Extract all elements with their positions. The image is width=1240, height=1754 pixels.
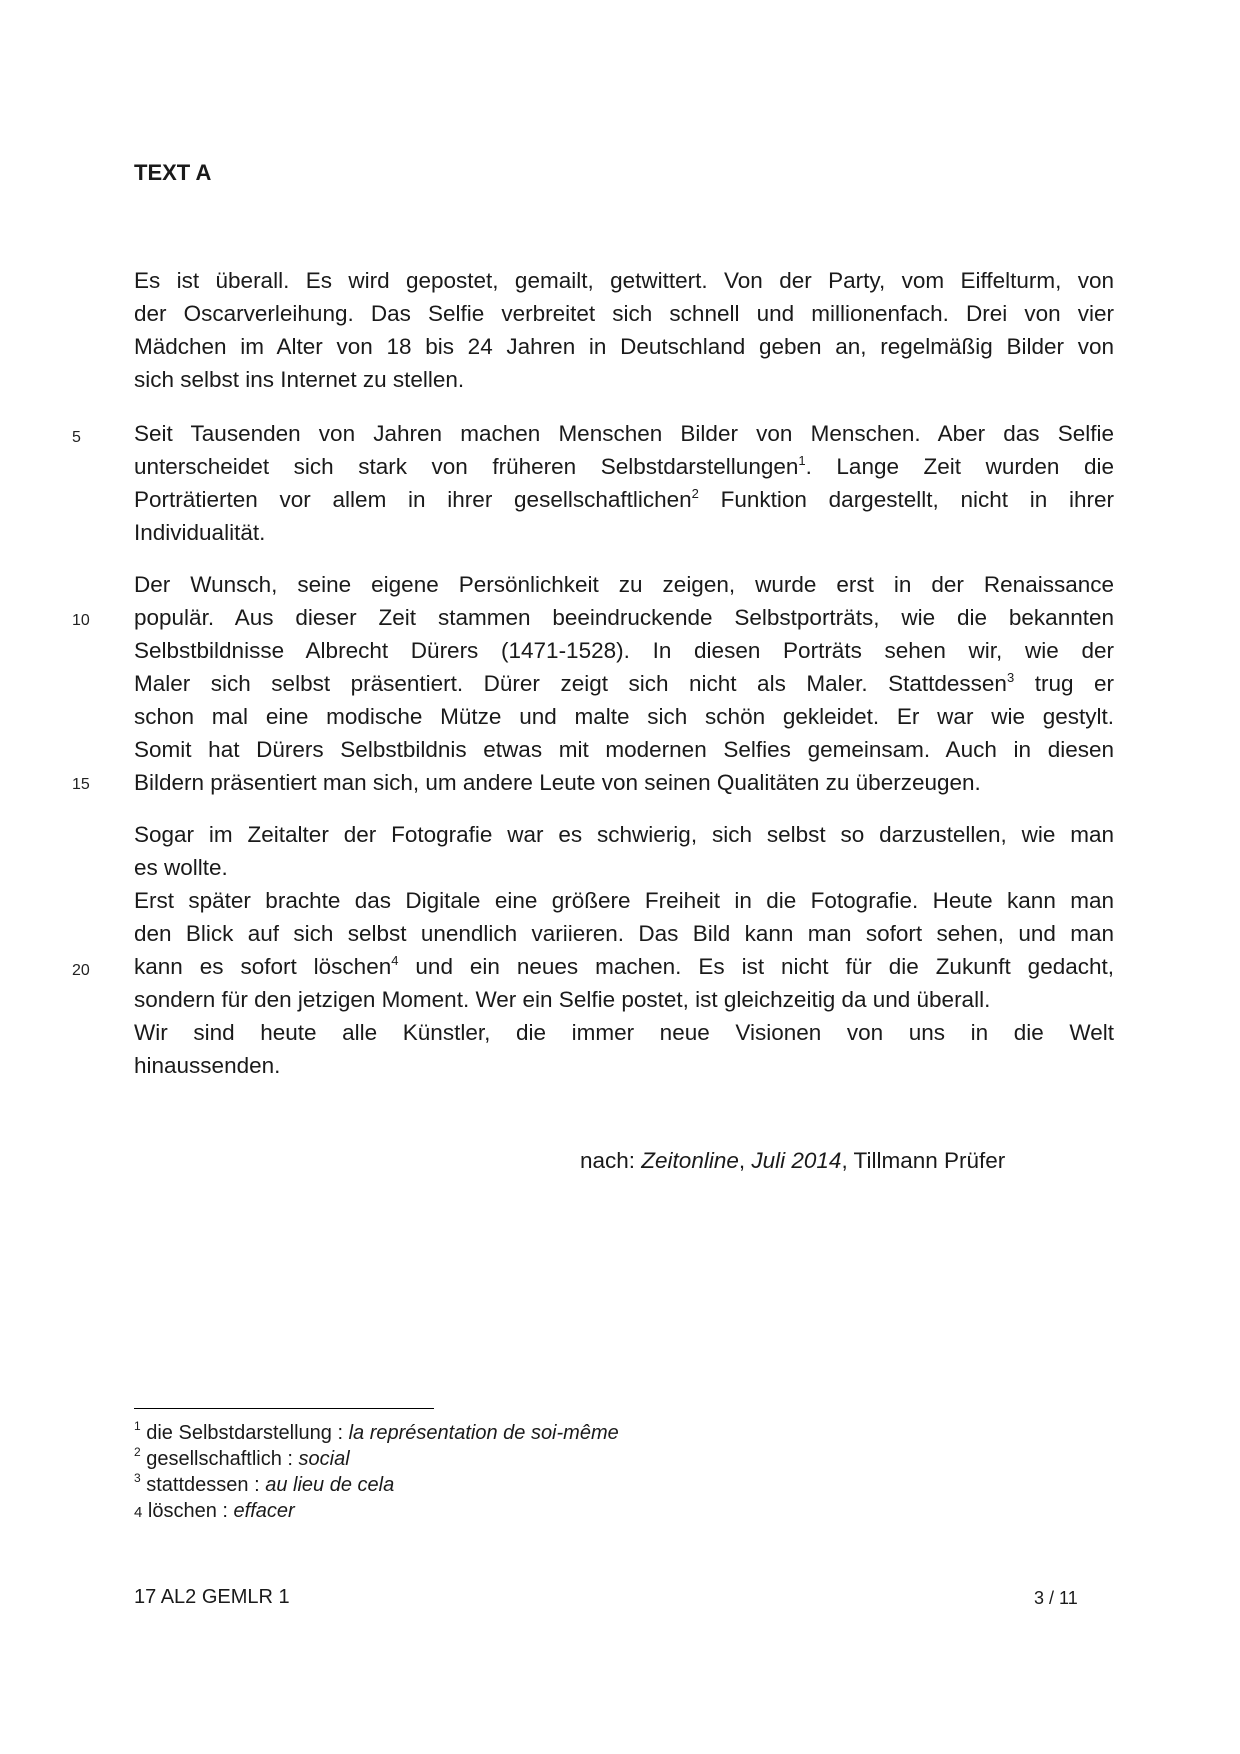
text-line: hinaussenden. [134,1053,281,1078]
paragraph-3 [134,568,1114,799]
text-line: den Blick auf sich selbst unendlich variieren. Das Bild kann man sofort sehen, und man [134,921,1114,946]
footnote-translation: au lieu de cela [265,1474,395,1496]
footnote-term: stattdessen : [140,1474,266,1496]
footnote-term: löschen : [142,1500,234,1522]
text-line: Selbstbildnisse Albrecht Dürers (1471-1528). In diesen Porträts sehen wir, wie der [134,638,1114,663]
text-segment: Porträtierten vor allem in ihrer gesellschaftlichen [134,487,692,512]
text-line [134,483,1114,516]
footnote-3 [134,1472,619,1498]
line-number-20: 20 [72,962,90,979]
text-line [134,950,1114,983]
footnote-4 [134,1498,619,1526]
footnote-1 [134,1420,619,1446]
text-line: populär. Aus dieser Zeit stammen beeindruckende Selbstporträts, wie die bekannten [134,605,1114,630]
text-segment: trug er [1014,671,1114,696]
footnote-number: 1 [134,1419,141,1434]
footnote-2 [134,1446,619,1472]
footnote-number: 3 [134,1471,141,1486]
text-line: Der Wunsch, seine eigene Persönlichkeit zu zeigen, wurde erst in der Renaissance [134,572,1114,597]
text-line: sondern für den jetzigen Moment. Wer ein Selfie postet, ist gleichzeitig da und überall. [134,987,991,1012]
text-line: Somit hat Dürers Selbstbildnis etwas mit modernen Selfies gemeinsam. Auch in diesen [134,737,1114,762]
paragraph-1 [134,264,1114,396]
line-number-15: 15 [72,776,90,793]
footnote-ref-2: 2 [691,485,699,501]
footnote-term: gesellschaftlich : [140,1448,299,1470]
text-line: Erst später brachte das Digitale eine größere Freiheit in die Fotografie. Heute kann man [134,888,1114,913]
text-line: Wir sind heute alle Künstler, die immer neue Visionen von uns in die Welt [134,1020,1114,1045]
text-line: Mädchen im Alter von 18 bis 24 Jahren in Deutschland geben an, regelmäßig Bilder von [134,334,1114,359]
document-code: 17 AL2 GEMLR 1 [134,1586,290,1608]
footnote-ref-3: 3 [1006,669,1015,685]
footnote-ref-4: 4 [391,952,399,968]
source-separator: , [738,1148,752,1173]
text-segment: Funktion dargestellt, nicht in ihrer [698,487,1114,512]
paragraph-2 [134,417,1114,549]
footnote-ref-1: 1 [798,452,806,468]
text-line: es wollte. [134,855,228,880]
footnote-divider [134,1408,434,1409]
source-publication: Zeitonline [641,1148,739,1173]
text-line [134,450,1114,483]
text-segment: . Lange Zeit wurden die [805,454,1114,479]
text-segment: Maler sich selbst präsentiert. Dürer zeigt sich nicht als Maler. Stattdessen [134,671,1007,696]
text-line [134,667,1114,700]
text-segment: und ein neues machen. Es ist nicht für die Zukunft gedacht, [398,954,1114,979]
text-line: Es ist überall. Es wird gepostet, gemailt, getwittert. Von der Party, vom Eiffelturm, von [134,268,1114,293]
source-author: , Tillmann Prüfer [841,1148,1006,1173]
page-number: 3 / 11 [1034,1588,1078,1608]
footnote-translation: la représentation de soi-même [348,1422,619,1444]
footnote-number: 4 [134,1504,143,1521]
footnote-translation: effacer [233,1500,295,1522]
footnote-translation: social [298,1448,350,1470]
text-line: Sogar im Zeitalter der Fotografie war es schwierig, sich selbst so darzustellen, wie man [134,822,1114,847]
line-number-10: 10 [72,612,90,629]
text-line: Seit Tausenden von Jahren machen Menschen Bilder von Menschen. Aber das Selfie [134,421,1114,446]
text-line: schon mal eine modische Mütze und malte sich schön gekleidet. Er war wie gestylt. [134,704,1114,729]
source-citation [580,1148,1005,1174]
source-date: Juli 2014 [751,1148,842,1173]
footnotes [134,1420,619,1526]
text-segment: unterscheidet sich stark von früheren Selbstdarstellungen [134,454,799,479]
section-heading: TEXT A [134,160,212,185]
footnote-number: 2 [134,1445,141,1460]
text-line: Bildern präsentiert man sich, um andere Leute von seinen Qualitäten zu überzeugen. [134,770,981,795]
footnote-term: die Selbstdarstellung : [140,1422,349,1444]
paragraph-4 [134,818,1114,1082]
text-line: Individualität. [134,520,266,545]
text-segment: kann es sofort löschen [134,954,392,979]
text-line: der Oscarverleihung. Das Selfie verbreitet sich schnell und millionenfach. Drei von vier [134,301,1114,326]
line-number-5: 5 [72,429,81,446]
source-prefix: nach: [580,1148,642,1173]
text-line: sich selbst ins Internet zu stellen. [134,367,465,392]
